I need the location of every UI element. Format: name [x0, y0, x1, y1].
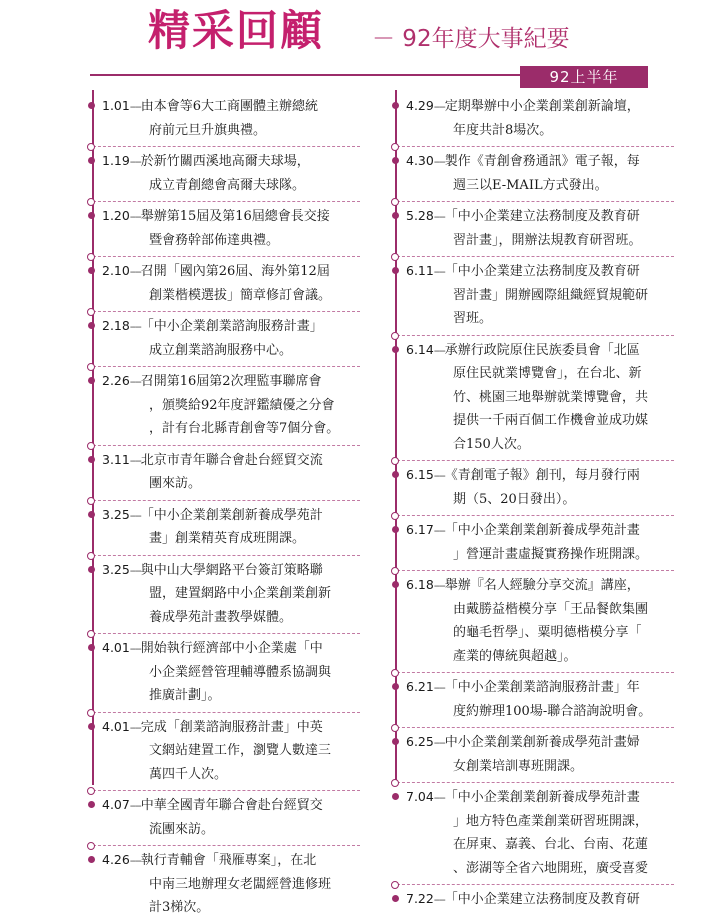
- leader-dashes: ----: [433, 343, 445, 357]
- leader-dashes: ----: [129, 100, 141, 113]
- timeline-dot-icon: [88, 157, 95, 164]
- leader-dashes: ----: [129, 854, 141, 867]
- leader-dashes: ----: [129, 375, 141, 388]
- entry-text-continued: 習計畫」開辦國際組織經貿規範研: [453, 287, 649, 303]
- entry-date: 1.01: [102, 98, 130, 113]
- entry-date: 6.21: [406, 679, 434, 694]
- entry-text-continued: 的龜毛哲學」、粟明德楷模分享「: [453, 625, 642, 640]
- entry-text: 完成「創業諮詢服務計畫」中英: [140, 719, 323, 735]
- timeline-dot-icon: [392, 895, 399, 902]
- timeline-dot-icon: [88, 267, 95, 274]
- entry-date: 3.11: [102, 451, 130, 467]
- timeline-entry: [88, 634, 360, 713]
- timeline-entry: [88, 367, 360, 446]
- entry-text: 《青創電子報》創刊，每月發行兩: [444, 468, 640, 483]
- entry-text-continued: 畫」創業精英育成班開課。: [149, 531, 306, 546]
- entry-text: 執行青輔會「飛雁專案」，在北: [140, 853, 317, 868]
- entry-text-continued: 年度共計8場次。: [453, 122, 553, 138]
- entry-date: 4.07: [102, 797, 130, 812]
- entry-text: 「中小企業創業諮詢服務計畫」: [140, 319, 323, 334]
- entry-text-continued: 養成學苑計畫教學媒體。: [149, 609, 293, 625]
- timeline-entry: [88, 501, 360, 556]
- entry-text: 「中小企業創業創新養成學苑計畫: [444, 523, 640, 538]
- right-timeline-column: [392, 92, 674, 916]
- entry-date: 1.20: [102, 208, 130, 223]
- entry-text: 「中小企業創業創新養成學苑計畫: [444, 790, 640, 805]
- entry-date: 1.19: [102, 153, 130, 168]
- page-subtitle: － 92年度大事紀要: [372, 26, 570, 52]
- entry-text: 於新竹關西溪地高爾夫球場，: [140, 154, 310, 169]
- timeline-dot-icon: [88, 644, 95, 651]
- timeline-entry: [392, 728, 674, 783]
- leader-dashes: ----: [129, 320, 141, 333]
- entry-date: 4.29: [406, 98, 434, 113]
- entry-text-continued: 由戴勝益楷模分享「王品餐飲集團: [453, 601, 649, 617]
- entry-text-continued: 成立創業諮詢服務中心。: [149, 342, 293, 358]
- leader-dashes: ----: [433, 579, 445, 592]
- entry-date: 6.11: [406, 263, 434, 278]
- entry-text: 「中小企業創業創新養成學苑計: [140, 507, 323, 523]
- timeline-entry: [88, 202, 360, 257]
- entry-text-continued: 產業的傳統與超越」。: [453, 648, 577, 664]
- entry-text: 召開第16屆第2次理監事聯席會: [140, 374, 322, 389]
- leader-dashes: ----: [433, 524, 445, 537]
- entry-text-continued: 期（5、20日發出）。: [453, 491, 576, 507]
- period-badge: 92上半年: [520, 66, 648, 88]
- timeline-dot-icon: [392, 738, 399, 745]
- timeline-entry: [392, 202, 674, 257]
- timeline-entry: [392, 516, 674, 571]
- entry-text: 中華全國青年聯合會赴台經貿交: [140, 798, 323, 813]
- entry-text-continued: 」地方特色產業創業研習班開課，: [453, 813, 649, 829]
- leader-dashes: ----: [433, 893, 445, 906]
- timeline-dot-icon: [88, 212, 95, 219]
- entry-date: 5.28: [406, 208, 434, 223]
- leader-dashes: ----: [129, 265, 141, 278]
- leader-dashes: ----: [433, 265, 445, 278]
- entry-text-continued: 、澎湖等全省六地開班，廣受喜愛: [453, 860, 649, 876]
- timeline-dot-icon: [392, 793, 399, 800]
- timeline-entry: [88, 791, 360, 846]
- leader-dashes: ----: [433, 210, 445, 223]
- leader-dashes: ----: [433, 681, 445, 694]
- entry-text-continued: 」營運計畫虛擬實務操作班開課。: [453, 546, 649, 562]
- entry-date: 6.15: [406, 467, 434, 482]
- timeline-entry: [392, 673, 674, 728]
- leader-dashes: ----: [129, 642, 141, 655]
- entry-text-continued: 文網站建置工作，瀏覽人數達三: [149, 743, 332, 758]
- entry-text: 舉辦『名人經驗分享交流』講座，: [444, 578, 640, 593]
- entry-date: 6.14: [406, 341, 434, 357]
- entry-text: 「中小企業創業諮詢服務計畫」年: [444, 680, 640, 695]
- entry-date: 6.18: [406, 577, 434, 592]
- entry-date: 7.04: [406, 789, 434, 804]
- leader-dashes: ----: [433, 791, 445, 804]
- entry-date: 4.01: [102, 718, 130, 734]
- page-title: 精采回顧: [148, 6, 325, 55]
- entry-date: 3.25: [102, 506, 130, 522]
- timeline-dot-icon: [88, 723, 95, 730]
- timeline-entry: [88, 147, 360, 202]
- entry-text: 中小企業創業創新養成學苑計畫婦: [444, 735, 640, 750]
- entry-text-continued: 創業楷模選拔」簡章修訂會議。: [149, 287, 332, 303]
- entry-text: 製作《青創會務通訊》電子報，每: [444, 154, 640, 169]
- timeline-entry: [88, 846, 360, 924]
- entry-text-continued: 團來訪。: [149, 476, 202, 491]
- leader-dashes: ----: [433, 736, 445, 749]
- timeline-dot-icon: [392, 267, 399, 274]
- timeline-dot-icon: [392, 683, 399, 690]
- entry-text-continued: 萬四千人次。: [149, 766, 228, 782]
- entry-text-continued: 盟，建置網路中小企業創業創新: [149, 586, 332, 601]
- left-timeline-column: [88, 92, 360, 924]
- timeline-entry: [88, 713, 360, 792]
- timeline-dot-icon: [88, 801, 95, 808]
- leader-dashes: ----: [433, 155, 445, 168]
- entry-text-continued: 在屏東、嘉義、台北、台南、花蓮: [453, 837, 649, 852]
- entry-text-continued: 流團來訪。: [149, 821, 215, 837]
- entry-text: 北京市青年聯合會赴台經貿交流: [140, 452, 323, 468]
- entry-text-continued: 中南三地辦理女老闆經營進修班: [149, 876, 332, 892]
- entry-text: 「中小企業建立法務制度及教育研: [444, 892, 640, 907]
- header-rule: [90, 74, 520, 76]
- leader-dashes: ----: [433, 100, 445, 113]
- timeline-entry: [88, 257, 360, 312]
- timeline-entry: [88, 446, 360, 501]
- leader-dashes: ----: [129, 453, 141, 467]
- timeline-entry: [392, 92, 674, 147]
- entry-text: 由本會等6大工商團體主辦總統: [140, 99, 318, 114]
- timeline-entry: [392, 336, 674, 462]
- entry-text: 定期舉辦中小企業創業創新論壇，: [444, 99, 640, 114]
- entry-date: 4.26: [102, 852, 130, 867]
- entry-text-continued: 小企業經營管理輔導體系協調與: [149, 664, 332, 680]
- entry-text: 召開「國內第26屆、海外第12屆: [140, 264, 330, 279]
- timeline-dot-icon: [392, 526, 399, 533]
- entry-text-continued: 度約辦理100場-聯合諮詢說明會。: [453, 703, 652, 719]
- timeline-dot-icon: [392, 471, 399, 478]
- entry-text-continued: ，頒獎給92年度評鑑績優之分會: [149, 397, 335, 413]
- entry-text-continued: 暨會務幹部佈達典禮。: [149, 232, 280, 248]
- entry-text-continued: 府前元旦升旗典禮。: [149, 122, 267, 138]
- timeline-dot-icon: [88, 102, 95, 109]
- entry-text: 開始執行經濟部中小企業處「中: [140, 641, 323, 656]
- timeline-entry: [392, 885, 674, 916]
- timeline-entry: [392, 147, 674, 202]
- leader-dashes: ----: [129, 508, 141, 522]
- entry-text-continued: 女創業培訓專班開課。: [453, 758, 584, 774]
- leader-dashes: ----: [129, 155, 141, 168]
- entry-text-continued: 合150人次。: [453, 436, 530, 452]
- timeline-dot-icon: [88, 511, 95, 518]
- entry-date: 4.01: [102, 640, 130, 655]
- entry-text-continued: 習班。: [453, 311, 493, 326]
- timeline-dot-icon: [88, 856, 95, 863]
- entry-date: 7.22: [406, 891, 434, 906]
- entry-date: 6.17: [406, 522, 434, 537]
- entry-text-continued: 習計畫」，開辦法規教育研習班。: [453, 232, 642, 248]
- timeline-entry: [88, 556, 360, 635]
- entry-text-continued: 原住民就業博覽會」，在台北、新: [453, 366, 642, 381]
- timeline-dot-icon: [392, 212, 399, 219]
- entry-date: 2.26: [102, 373, 130, 388]
- timeline-entry: [88, 92, 360, 147]
- timeline-entry: [392, 257, 674, 336]
- leader-dashes: ----: [129, 799, 141, 812]
- leader-dashes: ----: [129, 720, 141, 734]
- entry-date: 2.10: [102, 263, 130, 278]
- entry-date: 2.18: [102, 318, 130, 333]
- entry-text: 與中山大學網路平台簽訂策略聯: [140, 562, 323, 578]
- entry-date: 6.25: [406, 734, 434, 749]
- entry-text: 承辦行政院原住民族委員會「北區: [444, 342, 640, 358]
- timeline-dot-icon: [392, 581, 399, 588]
- entry-date: 3.25: [102, 561, 130, 577]
- timeline-dot-icon: [392, 157, 399, 164]
- timeline-dot-icon: [392, 346, 399, 353]
- leader-dashes: ----: [433, 469, 445, 482]
- entry-text-continued: ，計有台北縣青創會等7個分會。: [149, 421, 340, 436]
- entry-text: 舉辦第15屆及第16屆總會長交接: [140, 209, 330, 224]
- timeline-dot-icon: [88, 456, 95, 463]
- timeline-entry: [88, 312, 360, 367]
- header: [0, 0, 709, 64]
- timeline-dot-icon: [392, 102, 399, 109]
- timeline-entry: [392, 461, 674, 516]
- entry-text-continued: 推廣計劃」。: [149, 688, 221, 703]
- entry-text-continued: 計3梯次。: [149, 900, 210, 915]
- leader-dashes: ----: [129, 210, 141, 223]
- entry-text-continued: 成立青創總會高爾夫球隊。: [149, 177, 306, 193]
- timeline-dot-icon: [88, 322, 95, 329]
- timeline-entry: [392, 783, 674, 885]
- entry-text: 「中小企業建立法務制度及教育研: [444, 209, 640, 224]
- entry-text: 「中小企業建立法務制度及教育研: [444, 264, 640, 279]
- timeline-entry: [392, 571, 674, 673]
- timeline-dot-icon: [88, 377, 95, 384]
- entry-text-continued: 提供一千兩百個工作機會並成功媒: [453, 413, 649, 428]
- timeline-dot-icon: [88, 566, 95, 573]
- entry-date: 4.30: [406, 153, 434, 168]
- entry-text-continued: 竹、桃園三地舉辦就業博覽會，共: [453, 389, 649, 405]
- entry-text-continued: 週三以E-MAIL方式發出。: [453, 177, 608, 193]
- leader-dashes: ----: [129, 563, 141, 577]
